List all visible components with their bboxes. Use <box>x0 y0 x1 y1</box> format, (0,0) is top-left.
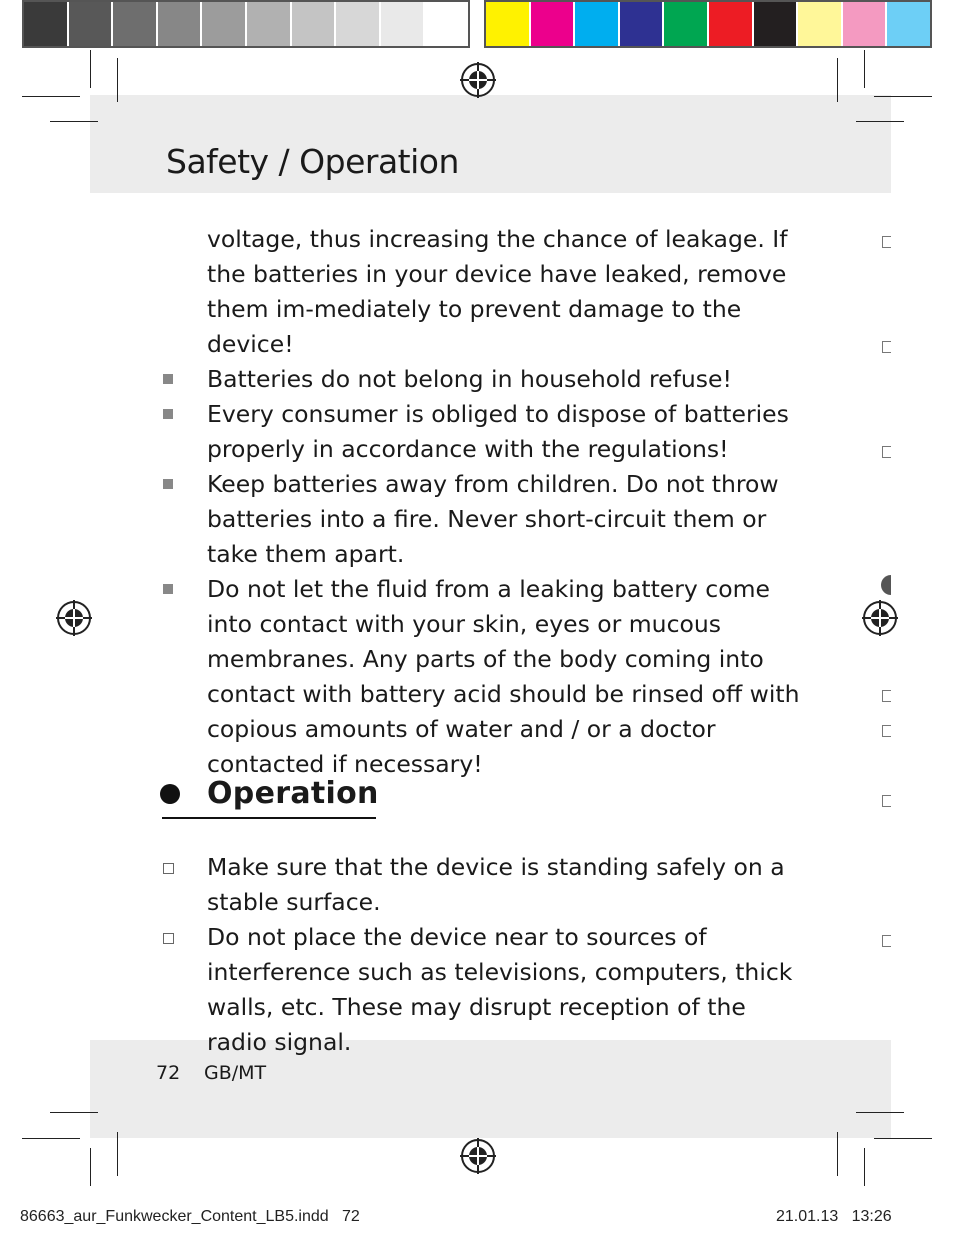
margin-mark <box>882 341 891 353</box>
continuation-paragraph: voltage, thus increasing the chance of leakage. If the batteries in your device have leaked, remove them im-mediately to prevent damage to the device! <box>207 225 788 358</box>
safety-section <box>160 222 800 782</box>
crop-mark <box>874 96 932 97</box>
list-item-text: Keep batteries away from children. Do not throw batteries into a fire. Never short-circuit them or take them apart. <box>207 470 779 568</box>
crop-mark <box>856 1112 904 1113</box>
crop-mark <box>864 50 865 88</box>
gray-swatch <box>158 2 203 46</box>
crop-mark <box>874 1138 932 1139</box>
crop-mark <box>50 1112 98 1113</box>
color-swatch <box>620 2 665 46</box>
gray-swatch <box>24 2 69 46</box>
square-bullet-icon <box>163 409 173 419</box>
crop-mark <box>22 96 80 97</box>
gray-swatch <box>202 2 247 46</box>
list-item <box>160 850 800 920</box>
crop-mark <box>117 58 118 102</box>
empty-square-bullet-icon <box>163 933 174 944</box>
margin-mark <box>882 690 891 702</box>
color-swatch <box>486 2 531 46</box>
list-item <box>160 467 800 572</box>
list-item <box>160 362 800 397</box>
empty-square-bullet-icon <box>163 863 174 874</box>
list-item-text: Every consumer is obliged to dispose of batteries properly in accordance with the regulations! <box>207 400 789 463</box>
list-item-text: Do not let the fluid from a leaking battery come into contact with your skin, eyes or mucous membranes. Any parts of the body coming into contact with battery acid should be rinsed off with copious amounts of water and / or a doctor contacted if necessary! <box>207 575 800 778</box>
list-item-text: Do not place the device near to sources of interference such as televisions, computers, thick walls, etc. These may disrupt reception of the radio signal. <box>207 923 793 1056</box>
color-swatch <box>887 2 930 46</box>
crop-mark <box>856 121 904 122</box>
timestamp-slug: 21.01.13 13:26 <box>776 1208 892 1225</box>
margin-mark <box>882 725 891 737</box>
page-number: 72 <box>156 1062 181 1084</box>
margin-mark <box>882 236 891 248</box>
crop-mark <box>90 50 91 88</box>
grayscale-color-bar <box>22 0 470 48</box>
crop-mark <box>22 1138 80 1139</box>
gray-swatch <box>69 2 114 46</box>
margin-mark <box>882 446 891 458</box>
list-item-text: Make sure that the device is standing safely on a stable surface. <box>207 853 785 916</box>
file-slug: 86663_aur_Funkwecker_Content_LB5.indd 72 <box>20 1208 360 1225</box>
gray-swatch <box>425 2 468 46</box>
crop-mark <box>117 1132 118 1176</box>
page-title: Safety / Operation <box>166 142 459 181</box>
operation-heading: Operation <box>207 776 379 811</box>
color-swatch <box>709 2 754 46</box>
color-swatch <box>843 2 888 46</box>
process-color-bar <box>484 0 932 48</box>
gray-swatch <box>381 2 426 46</box>
gray-swatch <box>336 2 381 46</box>
gray-swatch <box>292 2 337 46</box>
list-item <box>160 920 800 1060</box>
registration-mark-icon <box>862 600 898 636</box>
margin-mark <box>882 935 891 947</box>
color-swatch <box>754 2 799 46</box>
crop-mark <box>90 1148 91 1186</box>
locale-label: GB/MT <box>204 1062 267 1084</box>
color-swatch <box>664 2 709 46</box>
color-swatch <box>798 2 843 46</box>
registration-mark-icon <box>56 600 92 636</box>
margin-mark <box>882 795 891 807</box>
square-bullet-icon <box>163 479 173 489</box>
gray-swatch <box>113 2 158 46</box>
square-bullet-icon <box>163 584 173 594</box>
registration-mark-icon <box>460 62 496 98</box>
crop-mark <box>837 58 838 102</box>
heading-underline <box>162 817 376 819</box>
gray-swatch <box>247 2 292 46</box>
list-item <box>160 572 800 782</box>
section-heading <box>160 776 379 811</box>
list-item <box>160 397 800 467</box>
half-circle-mark <box>881 575 891 595</box>
operation-section <box>160 850 800 1060</box>
crop-mark <box>50 121 98 122</box>
color-swatch <box>531 2 576 46</box>
crop-mark <box>864 1148 865 1186</box>
registration-mark-icon <box>460 1138 496 1174</box>
list-item-text: Batteries do not belong in household refuse! <box>207 365 732 393</box>
square-bullet-icon <box>163 374 173 384</box>
filled-circle-icon <box>160 784 180 804</box>
color-swatch <box>575 2 620 46</box>
crop-mark <box>837 1132 838 1176</box>
